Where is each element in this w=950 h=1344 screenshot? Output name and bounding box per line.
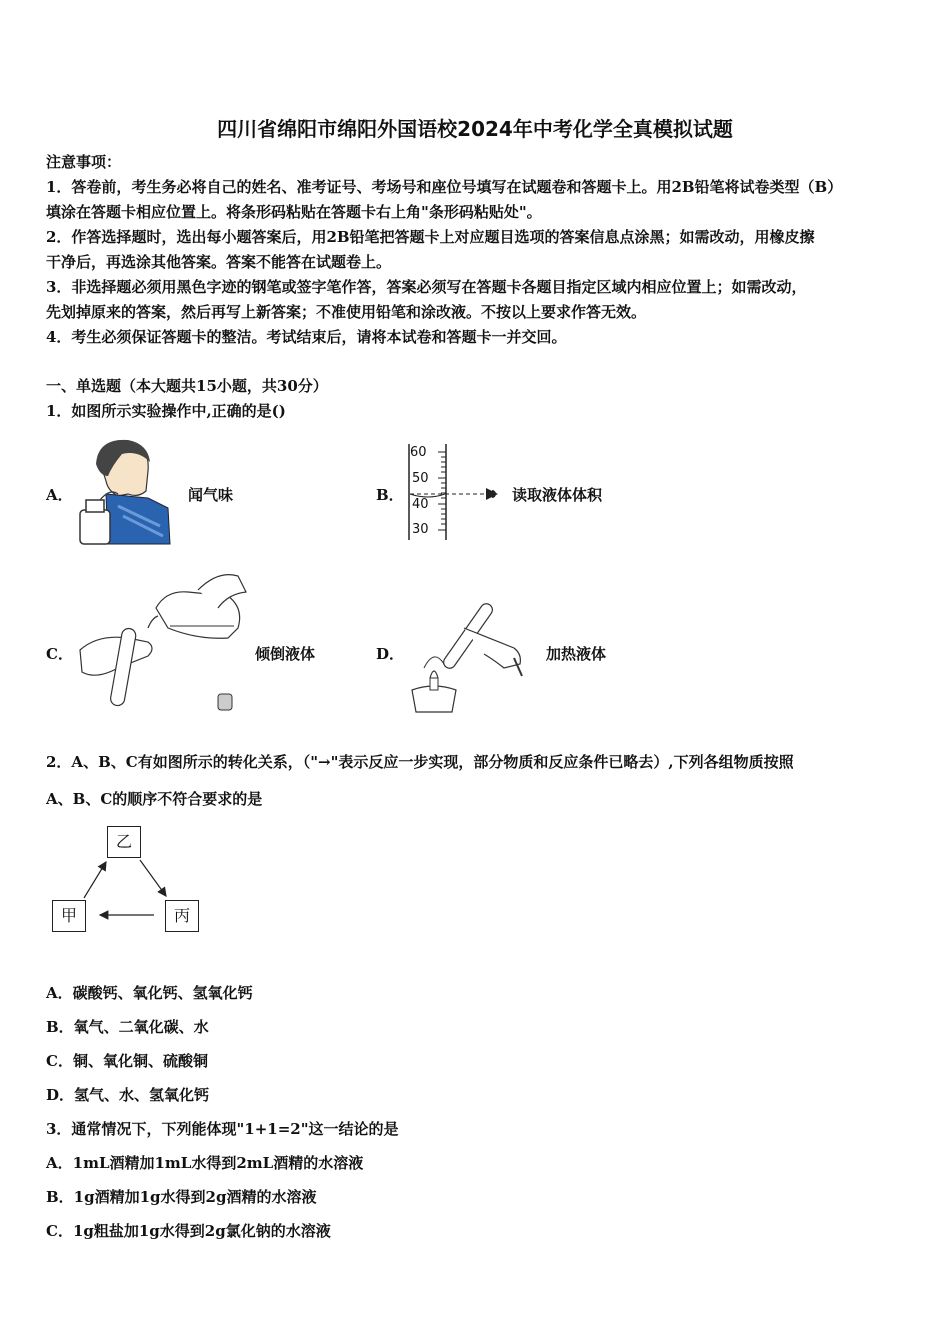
node-yi: 乙 bbox=[107, 826, 141, 858]
question-2-stem-continued: A、B、C的顺序不符合要求的是 bbox=[46, 790, 263, 808]
cylinder-tick-label: 60 bbox=[410, 445, 427, 460]
notice-heading: 注意事项： bbox=[46, 153, 122, 171]
q2-option: B．氧气、二氧化碳、水 bbox=[46, 1018, 209, 1036]
question-2-stem: 2．A、B、C有如图所示的转化关系，（"→"表示反应一步实现，部分物质和反应条件已略去）,下列各组物质按照 bbox=[46, 753, 794, 771]
q1-option-c-letter: C． bbox=[46, 645, 73, 663]
q2-option: A．碳酸钙、氧化钙、氢氧化钙 bbox=[46, 984, 253, 1002]
q1-option-d-letter: D． bbox=[376, 645, 405, 663]
q2-option: C．铜、氧化铜、硫酸铜 bbox=[46, 1052, 208, 1070]
notice-line: 3．非选择题必须用黑色字迹的钢笔或签字笔作答，答案必须写在答题卡各题目指定区域内相应位置上；如需改动， bbox=[46, 278, 807, 296]
q3-option: A．1mL酒精加1mL水得到2mL酒精的水溶液 bbox=[46, 1154, 364, 1172]
question-1-stem: 1．如图所示实验操作中,正确的是() bbox=[46, 402, 286, 420]
notice-line: 干净后，再选涂其他答案。答案不能答在试题卷上。 bbox=[46, 253, 392, 271]
q2-option: D．氢气、水、氢氧化钙 bbox=[46, 1086, 210, 1104]
cylinder-tick-label: 30 bbox=[412, 522, 429, 537]
q1-option-b-label: 读取液体体积 bbox=[512, 486, 603, 504]
notice-line: 4．考生必须保证答题卡的整洁。考试结束后，请将本试卷和答题卡一并交回。 bbox=[46, 328, 567, 346]
q1-option-a-label: 闻气味 bbox=[188, 486, 234, 504]
q3-option: C．1g粗盐加1g水得到2g氯化钠的水溶液 bbox=[46, 1222, 331, 1240]
notice-line: 填涂在答题卡相应位置上。将条形码粘贴在答题卡右上角"条形码粘贴处"。 bbox=[46, 203, 542, 221]
notice-line: 先划掉原来的答案，然后再写上新答案；不准使用铅笔和涂改液。不按以上要求作答无效。 bbox=[46, 303, 647, 321]
node-bing: 丙 bbox=[165, 900, 199, 932]
cylinder-tick-label: 50 bbox=[412, 471, 429, 486]
q1-option-a-letter: A． bbox=[46, 486, 73, 504]
q1-option-c-label: 倾倒液体 bbox=[255, 645, 316, 663]
notice-line: 1．答卷前，考生务必将自己的姓名、准考证号、考场号和座位号填写在试题卷和答题卡上。用2B铅笔将试卷类型（B） bbox=[46, 178, 843, 196]
page-title: 四川省绵阳市绵阳外国语校2024年中考化学全真模拟试题 bbox=[217, 117, 733, 141]
node-jia: 甲 bbox=[52, 900, 86, 932]
section-heading: 一、单选题（本大题共15小题，共30分） bbox=[46, 377, 328, 395]
q1-option-d-label: 加热液体 bbox=[546, 645, 607, 663]
question-3-stem: 3．通常情况下，下列能体现"1+1=2"这一结论的是 bbox=[46, 1120, 399, 1138]
q3-option: B．1g酒精加1g水得到2g酒精的水溶液 bbox=[46, 1188, 317, 1206]
notice-line: 2．作答选择题时，选出每小题答案后，用2B铅笔把答题卡上对应题目选项的答案信息点涂黑；如需改动，用橡皮擦 bbox=[46, 228, 815, 246]
q1-option-b-letter: B． bbox=[376, 486, 404, 504]
cylinder-tick-label: 40 bbox=[412, 497, 429, 512]
